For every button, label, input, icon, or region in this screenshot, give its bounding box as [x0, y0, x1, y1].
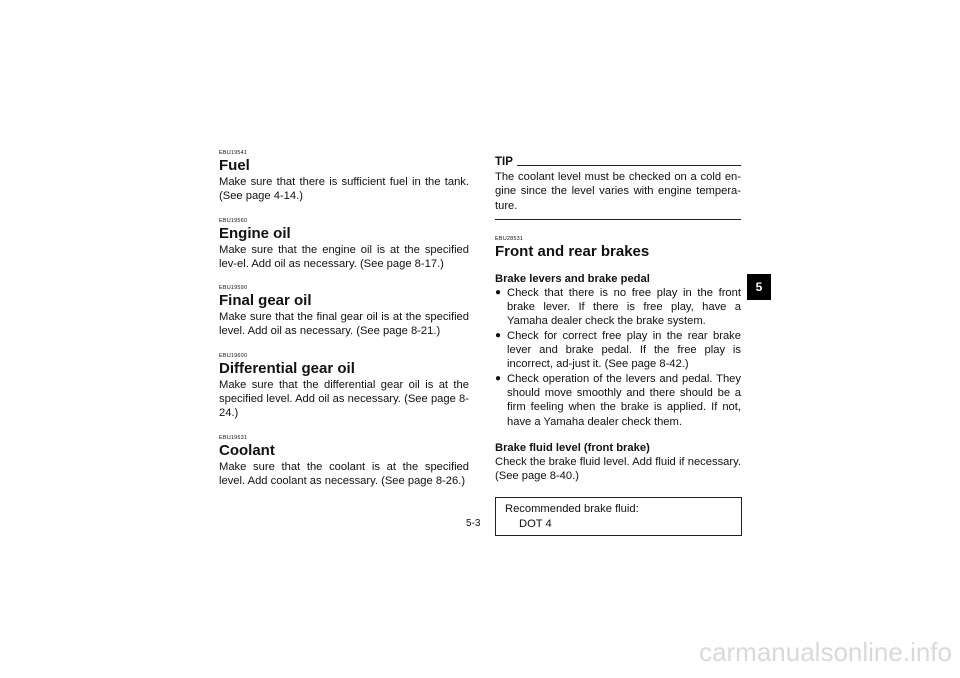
subheading-brake-fluid: Brake fluid level (front brake)	[495, 441, 650, 454]
section-code: EBU19560	[219, 217, 248, 224]
section-code: EBU19541	[219, 150, 248, 156]
section-title: Coolant	[219, 441, 275, 459]
section-brakes	[495, 236, 741, 536]
section-text: Make sure that there is sufficient fuel in the tank. (See page 4-14.)	[219, 176, 469, 203]
tip-text: The coolant level must be checked on a cold en-gine since the level varies with engine tempera-ture.	[495, 171, 741, 212]
section-code: EBU28531	[495, 235, 524, 242]
section-title: Differential gear oil	[219, 359, 355, 377]
tip-header	[495, 156, 741, 168]
page-number: 5-3	[466, 518, 481, 529]
section-engine-oil	[219, 218, 469, 272]
section-coolant	[219, 435, 469, 489]
tip-end-rule	[495, 219, 741, 220]
section-title: Front and rear brakes	[495, 242, 650, 260]
brake-fluid-text: Check the brake fluid level. Add fluid if necessary. (See page 8-40.)	[495, 455, 741, 483]
subheading-brake-levers: Brake levers and brake pedal	[495, 272, 650, 285]
tip-rule	[517, 165, 741, 166]
section-differential-gear-oil	[219, 353, 469, 421]
section-text: Make sure that the differential gear oil is at the specified level. Add oil as necessary. (See page 8-24.)	[219, 378, 469, 420]
section-text: Make sure that the coolant is at the specified level. Add coolant as necessary. (See page 8-26.)	[219, 460, 469, 487]
list-item	[495, 372, 741, 429]
bullet-icon: ●	[495, 372, 502, 384]
section-title: Fuel	[219, 157, 250, 174]
recommended-fluid-box	[495, 497, 742, 536]
tip-block	[495, 156, 741, 220]
bullet-icon: ●	[495, 286, 502, 298]
box-label: Recommended brake fluid:	[505, 503, 639, 516]
section-text: Make sure that the final gear oil is at the specified level. Add oil as necessary. (See page 8-21.)	[219, 311, 469, 338]
left-column	[219, 150, 469, 502]
section-fuel	[219, 150, 469, 204]
section-title: Final gear oil	[219, 292, 312, 310]
right-column	[495, 156, 741, 536]
brake-checklist	[495, 286, 741, 429]
section-title: Engine oil	[219, 224, 291, 242]
watermark: carmanualsonline.info	[699, 637, 952, 667]
section-code: EBU19590	[219, 285, 248, 292]
section-text: Make sure that the engine oil is at the specified lev-el. Add oil as necessary. (See page 8-17.)	[219, 243, 469, 270]
list-item	[495, 329, 741, 372]
chapter-tab: 5	[747, 274, 771, 300]
section-final-gear-oil	[219, 285, 469, 339]
list-item-text: Check that there is no free play in the front brake lever. If there is free play, have a Yamaha dealer check the brake system.	[507, 286, 741, 328]
list-item-text: Check for correct free play in the rear brake lever and brake pedal. If the free play is incorrect, ad-just it. (See page 8-42.)	[507, 329, 741, 371]
list-item	[495, 286, 741, 329]
box-value: DOT 4	[519, 517, 552, 530]
list-item-text: Check operation of the levers and pedal. They should move smoothly and there should be a firm feeling when the brake is applied. If not, have a Yamaha dealer check them.	[507, 372, 741, 428]
section-code: EBU19631	[219, 434, 248, 441]
bullet-icon: ●	[495, 329, 502, 341]
tip-label: TIP	[495, 156, 513, 168]
section-code: EBU19600	[219, 352, 248, 359]
